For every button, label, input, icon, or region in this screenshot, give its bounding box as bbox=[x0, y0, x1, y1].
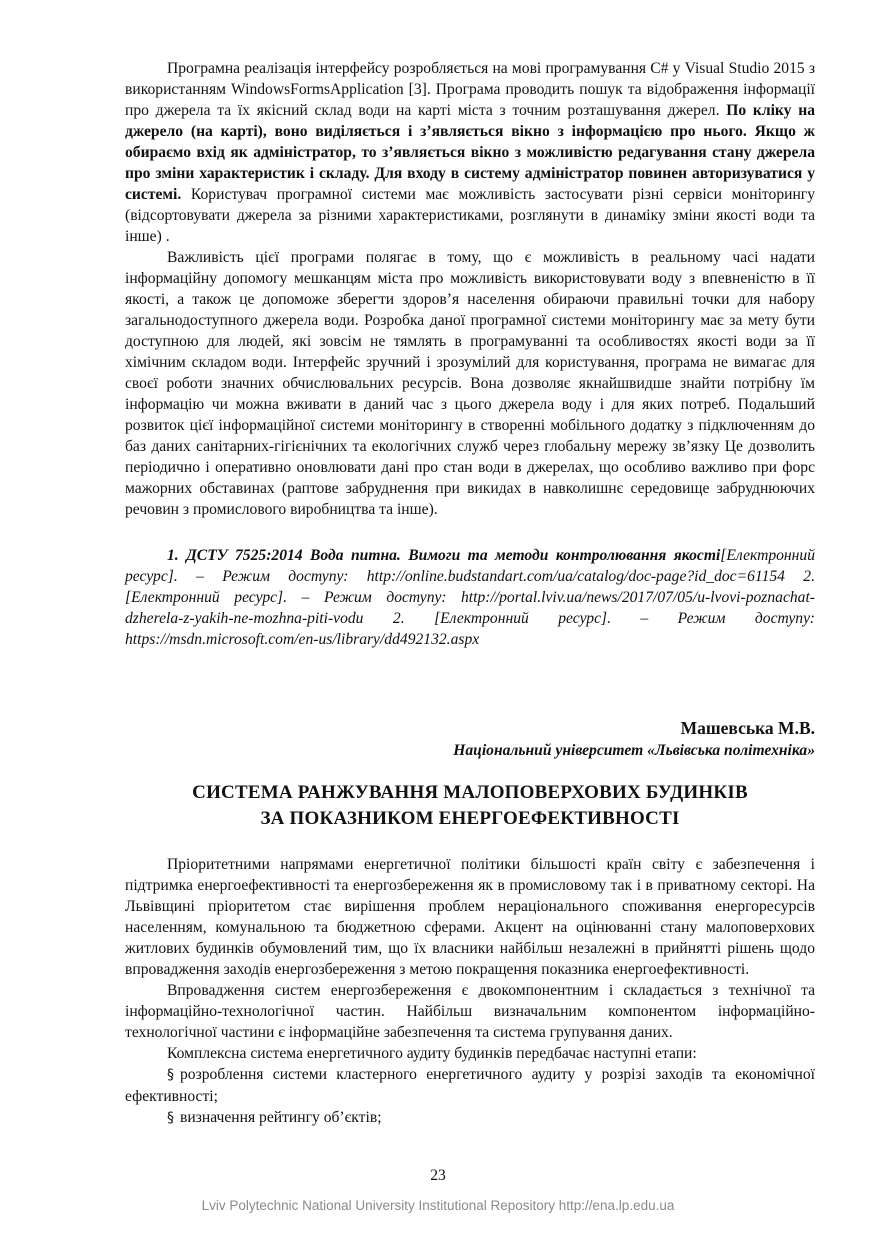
list-item: § визначення рейтингу об’єктів; bbox=[167, 1109, 382, 1126]
paragraph-stages: Комплексна система енергетичного аудиту будинків передбачає наступні етапи: bbox=[167, 1045, 697, 1062]
article-body bbox=[125, 854, 815, 1129]
title-line-1: СИСТЕМА РАНЖУВАННЯ МАЛОПОВЕРХОВИХ БУДИНКІВ bbox=[192, 782, 748, 803]
paragraph-components: Впровадження систем енергозбереження є двокомпонентним і складається з технічної та інформаційно-технологічної частин. Найбільш визначальним компонентом інформаційно-технологічної частини є інформаційне забезпечення та система групування даних. bbox=[125, 982, 815, 1041]
page-content bbox=[125, 58, 815, 1129]
paragraph-implementation: Програмна реалізація інтерфейсу розробляється на мові програмування C# у Visual Studio 2015 з використанням WindowsFormsApplication [3]. Програма проводить пошук та відображення інформації про джерела та їх якісний склад води на карті міста з точним розташування джерел. По кліку на джерело (на карті), воно виділяється і з’являється вікно з інформацією про нього. Якщо ж обираємо вхід як адміністратор, то з’являється вікно з можливістю редагування стану джерела про зміни характеристик і складу. Для входу в систему адміністратор повинен авторизуватися у системі. Користувач програмної системи має можливість застосувати різні сервіси моніторингу (відсортовувати джерела за різними характеристиками, розглянути в динаміку зміни якості води та інше) . bbox=[125, 60, 815, 245]
list-item: § розроблення системи кластерного енергетичного аудиту у розрізі заходів та економічної ефективності; bbox=[125, 1066, 815, 1105]
title-line-2: ЗА ПОКАЗНИКОМ ЕНЕРГОЕФЕКТИВНОСТІ bbox=[260, 808, 680, 829]
author-name: Машевська М.В. bbox=[680, 718, 815, 738]
paragraph-priorities: Пріоритетними напрямами енергетичної політики більшості країн світу є забезпечення і підтримка енергоефективності та енергозбереження як в промисловому так і в приватному секторі. На Львівщині пріоритетом стає вирішення проблем нераціонального споживання енергоресурсів населенням, комунальною та бюджетною сферами. Акцент на оцінюванні стану малоповерхових житлових будинків обумовлений тим, що їх власники найбільш незалежні в прийнятті рішень щодо впровадження заходів енергозбереження з метою покращення показника енергоефективності. bbox=[125, 856, 815, 978]
paragraph-importance: Важливість цієї програми полягає в тому, що є можливість в реальному часі надати інформаційну допомогу мешканцям міста про можливість використовувати воду з впевненістю в її якості, а також це допоможе зберегти здоров’я населення обираючи правильні точки для набору загальнодоступного джерела води. Розробка даної програмної системи моніторингу має за мету бути доступною для людей, які зовсім не тямлять в програмуванні та особливостях якості води за її хімічним складом води. Інтерфейс зручний і зрозумілий для користування, програма не вимагає для своєї роботи значних обчислювальних ресурсів. Вона дозволяє якнайшвидше знайти потрібну їм інформацію чи можна вживати в даний час з цього джерела воду і для яких потреб. Подальший розвиток цієї інформаційної системи моніторингу в створенні мобільного додатку з підключенням до баз даних санітарних-гігієнічних та екологічних служб через глобальну мережу зв’язку Це дозволить періодично і оперативно оновлювати дані про стан води в джерелах, що особливо важливо при форс мажорних обставинах (раптове забруднення при викидах в навколишнє середовище забруднюючих речовин з промислового виробництва та інше). bbox=[125, 249, 815, 518]
bullet-icon: § bbox=[167, 1067, 174, 1083]
references bbox=[125, 545, 815, 650]
reference-links: [Електронний ресурс]. – Режим доступу: http://online.budstandart.com/ua/catalog/doc-page?id_doc=61154 2. [Електронний ресурс]. – Режим доступу: http://portal.lviv.ua/news/2017/07/05/u-lvovi-poznachat-dzherela-z-yakih-ne-mozhna-piti-vodu 2. [Електронний ресурс]. – Режим доступу: https://msdn.microsoft.com/en-us/library/dd492132.aspx bbox=[125, 547, 815, 648]
bold-emphasis: По кліку на джерело (на карті), воно виділяється і з’являється вікно з інформацією про нього. Якщо ж обираємо вхід як адміністратор, то з’являється вікно з можливістю редагування стану джерела про зміни характеристик і складу. Для входу в систему адміністратор повинен авторизуватися у системі. bbox=[125, 102, 815, 203]
author-block bbox=[125, 716, 815, 762]
article-title bbox=[125, 780, 815, 832]
page-number: 23 bbox=[430, 1167, 446, 1184]
bullet-icon: § bbox=[167, 1110, 174, 1126]
reference-1-title: 1. ДСТУ 7525:2014 Вода питна. Вимоги та методи контролювання якості bbox=[167, 547, 721, 564]
repository-footer: Lviv Polytechnic National University Institutional Repository http://ena.lp.edu.ua bbox=[201, 1198, 675, 1213]
affiliation: Національний університет «Львівська політехніка» bbox=[453, 742, 815, 759]
